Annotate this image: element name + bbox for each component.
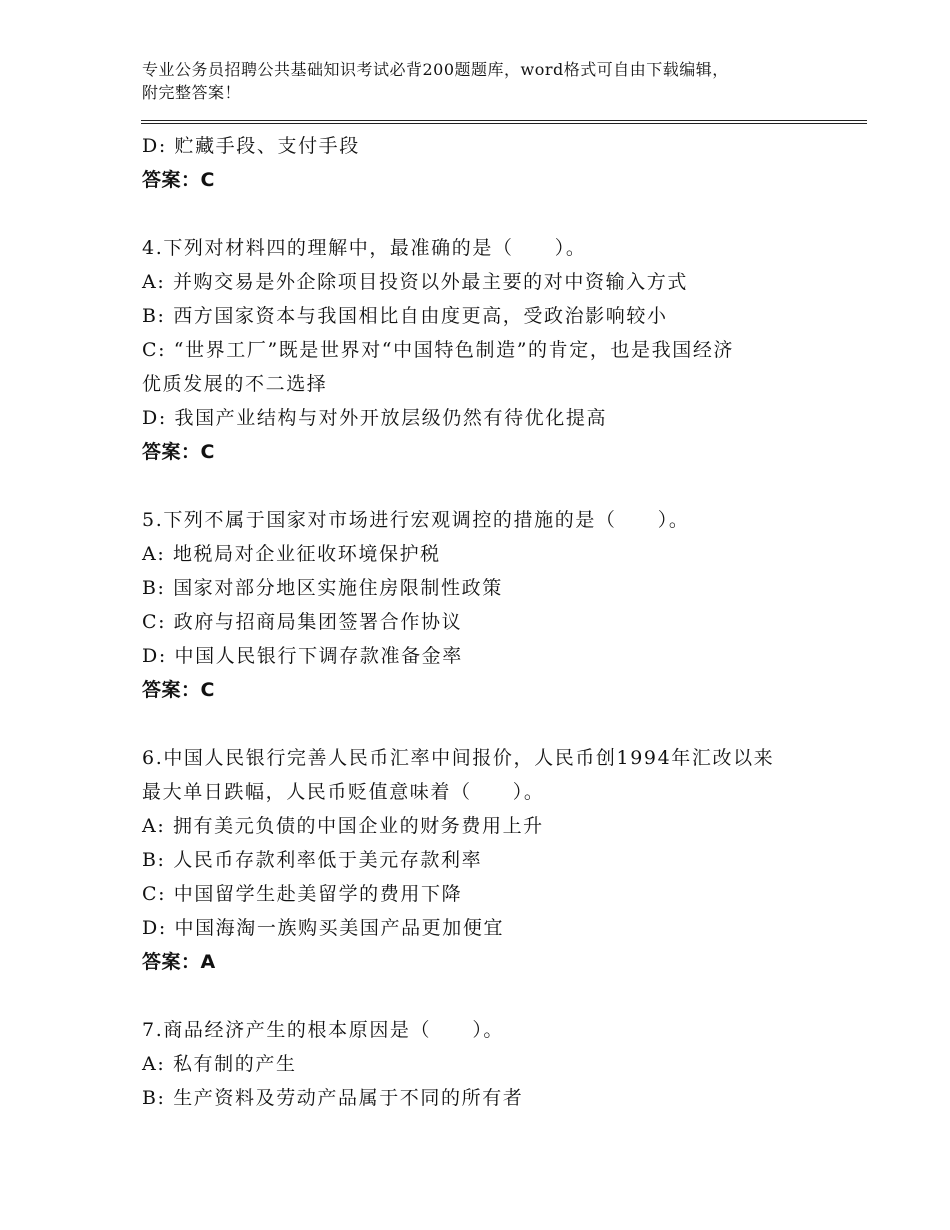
- question-block-6: [142, 741, 822, 979]
- header-line-2: 附完整答案！: [142, 83, 242, 102]
- option-line: D: 贮藏手段、支付手段: [142, 135, 360, 157]
- answer-line: 答案：C: [142, 169, 215, 191]
- option-line-continued: 优质发展的不二选择: [142, 373, 328, 395]
- question-stem-continued: 最大单日跌幅，人民币贬值意味着（ ）。: [142, 781, 545, 803]
- option-line: A: 私有制的产生: [142, 1053, 297, 1075]
- spacer: [142, 707, 822, 741]
- spacer: [142, 469, 822, 503]
- option-line: D: 中国人民银行下调存款准备金率: [142, 645, 463, 667]
- spacer: [142, 197, 822, 231]
- answer-line: 答案：A: [142, 951, 216, 973]
- option-line: B: 西方国家资本与我国相比自由度更高，受政治影响较小: [142, 305, 668, 327]
- spacer: [142, 979, 822, 1013]
- option-line: B: 国家对部分地区实施住房限制性政策: [142, 577, 503, 599]
- option-line: A: 地税局对企业征收环境保护税: [142, 543, 441, 565]
- option-line: C: 中国留学生赴美留学的费用下降: [142, 883, 463, 905]
- document-header: [142, 58, 842, 104]
- question-content: [142, 129, 822, 1115]
- question-block-4: [142, 231, 822, 469]
- question-stem: 6.中国人民银行完善人民币汇率中间报价，人民币创1994年汇改以来: [142, 747, 775, 769]
- option-line: A: 拥有美元负债的中国企业的财务费用上升: [142, 815, 544, 837]
- answer-line: 答案：C: [142, 441, 215, 463]
- question-stem: 4.下列对材料四的理解中，最准确的是（ ）。: [142, 237, 587, 259]
- option-line: B: 人民币存款利率低于美元存款利率: [142, 849, 483, 871]
- option-line: C: “世界工厂”既是世界对“中国特色制造”的肯定，也是我国经济: [142, 339, 735, 361]
- question-block-3: [142, 129, 822, 197]
- option-line: D: 我国产业结构与对外开放层级仍然有待优化提高: [142, 407, 608, 429]
- header-line-1: 专业公务员招聘公共基础知识考试必背200题题库，word格式可自由下载编辑，: [142, 60, 729, 79]
- option-line: B: 生产资料及劳动产品属于不同的所有者: [142, 1087, 524, 1109]
- question-block-7: [142, 1013, 822, 1115]
- option-line: C: 政府与招商局集团签署合作协议: [142, 611, 463, 633]
- question-stem: 7.商品经济产生的根本原因是（ ）。: [142, 1019, 505, 1041]
- question-stem: 5.下列不属于国家对市场进行宏观调控的措施的是（ ）。: [142, 509, 690, 531]
- answer-line: 答案：C: [142, 679, 215, 701]
- option-line: D: 中国海淘一族购买美国产品更加便宜: [142, 917, 505, 939]
- question-block-5: [142, 503, 822, 707]
- header-divider: [141, 120, 867, 124]
- option-line: A: 并购交易是外企除项目投资以外最主要的对中资输入方式: [142, 271, 688, 293]
